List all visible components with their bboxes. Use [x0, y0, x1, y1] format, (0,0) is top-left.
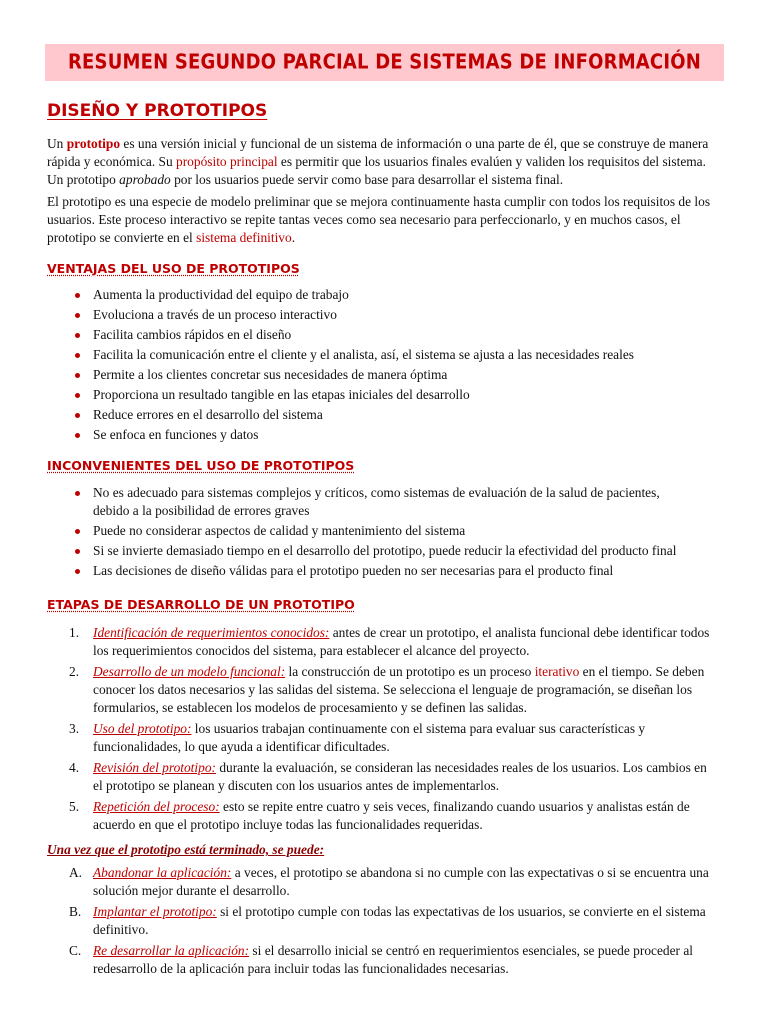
item-term: Desarrollo de un modelo funcional: — [93, 664, 286, 679]
list-item — [47, 903, 711, 939]
keyword-prototipo: prototipo — [66, 136, 121, 151]
item-term: Uso del prototipo: — [93, 721, 192, 736]
list-item — [47, 720, 711, 756]
item-text: la construcción de un prototipo es un proceso — [285, 664, 535, 679]
item-number: 5. — [69, 799, 80, 814]
list-terminado — [47, 864, 711, 981]
text-fragment: es permitir que los usuarios finales evalúen y validen los requisitos del sistema. Un prototipo — [47, 154, 706, 187]
keyword-sistema-definitivo: sistema definitivo — [196, 230, 292, 245]
list-item: Las decisiones de diseño válidas para el prototipo pueden no ser necesarias para el producto final — [47, 562, 687, 580]
text-fragment: es una versión inicial y funcional de un sistema de información o una parte de él, que se construye de manera rápida y económica. Su — [47, 136, 709, 169]
list-item — [47, 798, 711, 834]
list-item — [47, 942, 711, 978]
heading-ventajas: VENTAJAS DEL USO DE PROTOTIPOS — [47, 261, 300, 276]
text-fragment: . — [291, 230, 296, 245]
item-number: 3. — [69, 721, 80, 736]
item-text: antes de crear un prototipo, el analista funcional debe identificar todos los requerimientos conocidos del sistema, para establecer el alcance del proyecto. — [93, 625, 710, 658]
paragraph-modelo — [47, 193, 725, 247]
page-title: RESUMEN SEGUNDO PARCIAL DE SISTEMAS DE INFORMACIÓN — [67, 50, 702, 75]
list-item: Si se invierte demasiado tiempo en el desarrollo del prototipo, puede reducir la efectividad del producto final — [47, 542, 687, 560]
item-text: si el prototipo cumple con todas las expectativas de los usuarios, se convierte en el sistema definitivo. — [93, 904, 706, 937]
list-item: Facilita cambios rápidos en el diseño — [47, 326, 687, 344]
item-text: si el desarrollo inicial se centró en requerimientos esenciales, se puede proceder al redesarrollo de la aplicación para incluir todas las funcionalidades necesarias. — [93, 943, 694, 976]
list-item: Aumenta la productividad del equipo de trabajo — [47, 286, 687, 304]
title-banner — [45, 44, 724, 81]
item-letter: C. — [69, 943, 82, 958]
item-term: Revisión del prototipo: — [93, 760, 216, 775]
list-item: Proporciona un resultado tangible en las etapas iniciales del desarrollo — [47, 386, 687, 404]
item-number: 4. — [69, 760, 80, 775]
list-item: Reduce errores en el desarrollo del sistema — [47, 406, 687, 424]
list-item: Facilita la comunicación entre el cliente y el analista, así, el sistema se ajusta a las necesidades reales — [47, 346, 687, 364]
paragraph-intro — [47, 135, 725, 189]
text-fragment: El prototipo es una especie de modelo preliminar que se mejora continuamente hasta cumplir con todos los requisitos de los usuarios. Este proceso interactivo se repite tantas veces como sea necesario para perfeccionarlo, y en muchos casos, el prototipo se convierte en el — [47, 194, 711, 245]
heading-etapas: ETAPAS DE DESARROLLO DE UN PROTOTIPO — [47, 597, 355, 612]
keyword-iterativo: iterativo — [534, 664, 580, 679]
item-letter: B. — [69, 904, 82, 919]
item-text: durante la evaluación, se consideran las necesidades reales de los usuarios. Los cambios en el prototipo se planean y discuten con los usuarios antes de implementarlos. — [93, 760, 707, 793]
item-number: 2. — [69, 664, 80, 679]
item-text: en el tiempo. Se deben conocer los datos necesarios y las salidas del sistema. Se selecciona el lenguaje de programación, se diseñan los formularios, se establecen los modelos de procesamiento y se definen las salidas. — [93, 664, 705, 715]
item-term: Identificación de requerimientos conocidos: — [93, 625, 330, 640]
list-item — [47, 624, 711, 660]
keyword-proposito: propósito principal — [176, 154, 278, 169]
item-term: Abandonar la aplicación: — [93, 865, 232, 880]
keyword-aprobado: aprobado — [119, 172, 171, 187]
text-fragment: Un — [47, 136, 67, 151]
list-etapas — [47, 624, 711, 837]
heading-terminado: Una vez que el prototipo está terminado, se puede: — [47, 842, 325, 857]
list-inconvenientes — [47, 484, 687, 582]
item-number: 1. — [69, 625, 80, 640]
text-fragment: por los usuarios puede servir como base para desarrollar el sistema final. — [170, 172, 564, 187]
list-item — [47, 663, 711, 717]
list-item: Permite a los clientes concretar sus necesidades de manera óptima — [47, 366, 687, 384]
list-item: Se enfoca en funciones y datos — [47, 426, 687, 444]
heading-inconvenientes: INCONVENIENTES DEL USO DE PROTOTIPOS — [47, 458, 355, 473]
item-term: Repetición del proceso: — [93, 799, 220, 814]
item-text: esto se repite entre cuatro y seis veces, finalizando cuando usuarios y analistas están de acuerdo en que el prototipo incluye todas las funcionalidades requeridas. — [93, 799, 690, 832]
item-term: Re desarrollar la aplicación: — [93, 943, 250, 958]
section-heading-diseno: DISEÑO Y PROTOTIPOS — [47, 101, 268, 121]
item-text: los usuarios trabajan continuamente con el sistema para evaluar sus características y funcionalidades, lo que ayuda a identificar dificultades. — [93, 721, 646, 754]
item-text: a veces, el prototipo se abandona si no cumple con las expectativas o si se encuentra una solución mejor durante el desarrollo. — [93, 865, 709, 898]
list-item: Evoluciona a través de un proceso interactivo — [47, 306, 687, 324]
item-letter: A. — [69, 865, 83, 880]
list-ventajas — [47, 286, 687, 446]
item-term: Implantar el prototipo: — [93, 904, 217, 919]
list-item — [47, 759, 711, 795]
list-item: Puede no considerar aspectos de calidad y mantenimiento del sistema — [47, 522, 687, 540]
list-item: No es adecuado para sistemas complejos y críticos, como sistemas de evaluación de la salud de pacientes, debido a la posibilidad de errores graves — [47, 484, 687, 520]
list-item — [47, 864, 711, 900]
